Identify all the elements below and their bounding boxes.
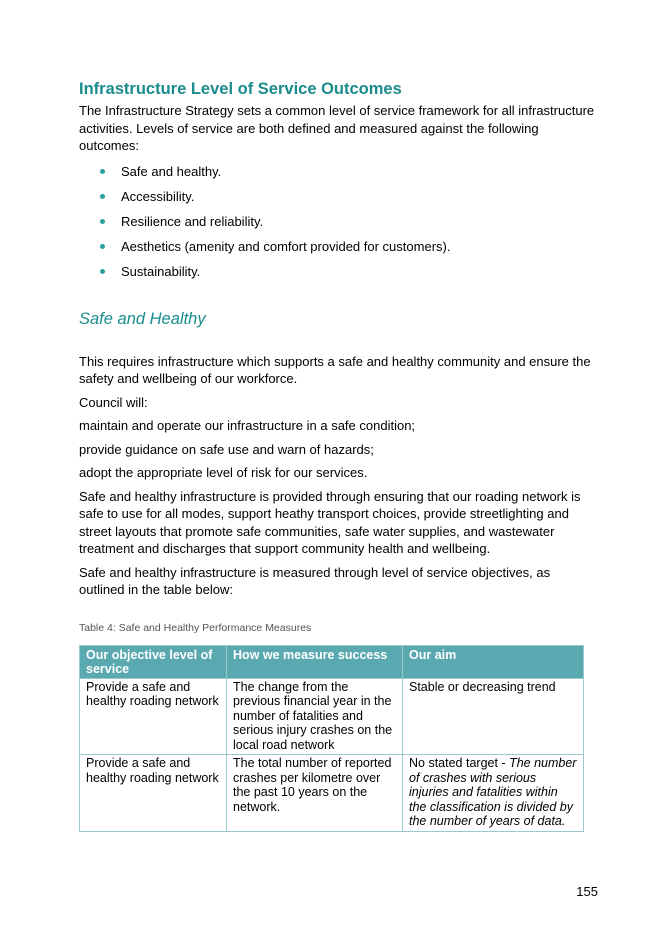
paragraph-measurement: Safe and healthy infrastructure is measured through level of service objectives, as outlined in the table below:	[79, 564, 551, 597]
page-number: 155	[576, 884, 598, 899]
outcomes-list	[79, 163, 599, 280]
subsection-heading: Safe and Healthy	[79, 309, 206, 328]
intro-paragraph: The Infrastructure Strategy sets a common level of service framework for all infrastructure activities. Levels of service are both defined and measured against the following outcomes:	[79, 103, 595, 153]
list-item: Aesthetics (amenity and comfort provided for customers).	[79, 238, 599, 255]
paragraph-commitment-3: adopt the appropriate level of risk for our services.	[79, 465, 368, 480]
cell-objective: Provide a safe and healthy roading network	[80, 678, 227, 755]
bullet-icon	[100, 269, 105, 274]
paragraph-commitment-2: provide guidance on safe use and warn of hazards;	[79, 441, 374, 457]
list-item: Accessibility.	[79, 188, 599, 205]
header-aim: Our aim	[403, 645, 584, 678]
document-body	[79, 80, 599, 832]
table-row	[80, 755, 584, 832]
header-measure: How we measure success	[227, 645, 403, 678]
table-caption: Table 4: Safe and Healthy Performance Measures	[79, 621, 312, 634]
performance-measures-table	[79, 645, 584, 832]
cell-measure: The change from the previous financial year in the number of fatalities and serious injury crashes on the local road network	[227, 678, 403, 755]
table-header-row	[80, 645, 584, 678]
paragraph-requirements: This requires infrastructure which supports a safe and healthy community and ensure the safety and wellbeing of our workforce.	[79, 353, 591, 386]
list-item: Safe and healthy.	[79, 163, 599, 180]
bullet-icon	[100, 169, 105, 174]
list-item: Resilience and reliability.	[79, 213, 599, 230]
cell-objective: Provide a safe and healthy roading network	[80, 755, 227, 832]
header-objective: Our objective level of service	[80, 645, 227, 678]
cell-aim: Stable or decreasing trend	[403, 678, 584, 755]
bullet-icon	[100, 244, 105, 249]
cell-aim: No stated target - The number of crashes with serious injuries and fatalities within the classification is divided by the number of years of data.	[403, 755, 584, 832]
paragraph-commitment-1: maintain and operate our infrastructure in a safe condition;	[79, 418, 416, 433]
paragraph-council-will: Council will:	[79, 394, 148, 410]
cell-measure: The total number of reported crashes per kilometre over the past 10 years on the network.	[227, 755, 403, 832]
section-heading: Infrastructure Level of Service Outcomes	[79, 80, 402, 98]
table-row	[80, 678, 584, 755]
list-item: Sustainability.	[79, 263, 599, 280]
paragraph-provision: Safe and healthy infrastructure is provided through ensuring that our roading network is safe to use for all modes, support heathy transport choices, provide streetlighting and street layouts that promote safe communities, safe water supplies, and wastewater treatment and discharges that support community health and wellbeing.	[79, 488, 581, 556]
bullet-icon	[100, 194, 105, 199]
bullet-icon	[100, 219, 105, 224]
